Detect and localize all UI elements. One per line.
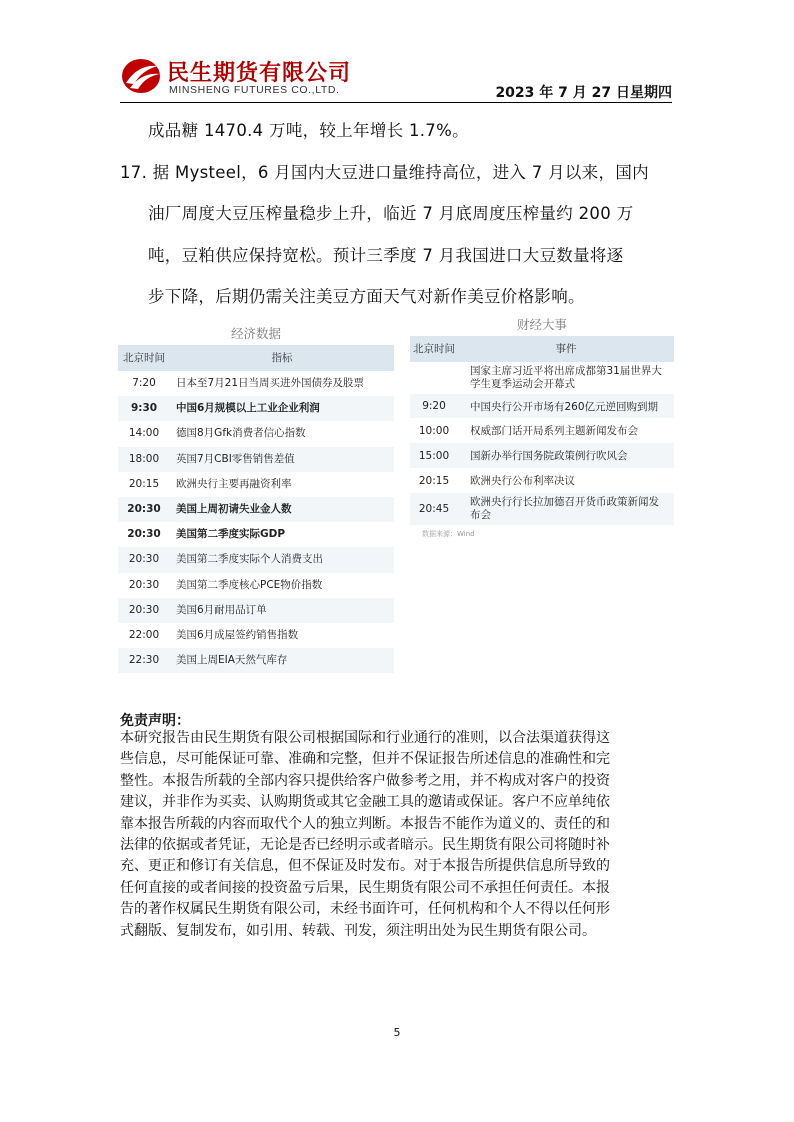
- body-line: 步下降，后期仍需关注美豆方面天气对新作美豆价格影响。: [148, 287, 585, 306]
- row-time: 20:30: [128, 553, 160, 566]
- row-indicator: 美国第二季度实际GDP: [176, 528, 286, 541]
- company-name-cn: 民生期货有限公司: [167, 61, 352, 86]
- table-row: [410, 468, 674, 493]
- disclaimer-line: 靠本报告所载的内容而取代个人的独立判断。本报告不能作为道义的、责任的和: [120, 815, 610, 832]
- row-indicator: 欧洲央行主要再融资利率: [176, 477, 292, 490]
- table-row: [410, 443, 674, 468]
- row-time: 14:00: [128, 427, 160, 440]
- body-line: 17. 据 Mysteel，6 月国内大豆进口量维持高位，进入 7 月以来，国内: [120, 163, 649, 182]
- row-indicator: 日本至7月21日当周买进外国债券及股票: [176, 377, 365, 389]
- column-header-time: 北京时间: [123, 352, 165, 364]
- column-header-indicator: 指标: [271, 352, 293, 364]
- table-header: [118, 345, 394, 371]
- disclaimer-line: 整性。本报告所载的全部内容只提供给客户做参考之用，并不构成对客户的投资: [120, 772, 610, 789]
- page-number: 5: [393, 1026, 401, 1039]
- column-header-time: 北京时间: [413, 343, 455, 355]
- row-indicator: 英国7月CBI零售销售差值: [176, 452, 295, 465]
- row-time: 10:00: [418, 424, 450, 437]
- disclaimer-line: 式翻版、复制发布，如引用、转载、刊发，须注明出处为民生期货有限公司。: [120, 922, 596, 939]
- table-row: [410, 362, 674, 394]
- finance-events-table: [410, 314, 674, 539]
- company-name-en: MINSHENG FUTURES CO.,LTD.: [169, 84, 340, 96]
- row-time: 22:30: [128, 654, 160, 667]
- disclaimer-line: 些信息，尽可能保证可靠、准确和完整，但并不保证报告所述信息的准确性和完: [120, 751, 610, 768]
- header-divider: [120, 102, 672, 103]
- disclaimer-line: 法律的依据或者凭证，无论是否已经明示或者暗示。民生期货有限公司将随时补: [120, 837, 610, 854]
- data-source-note: 数据来源：Wind: [422, 530, 475, 538]
- row-time: 20:15: [418, 474, 450, 487]
- row-event: 国新办举行国务院政策例行吹风会: [470, 450, 628, 462]
- row-indicator: 美国第二季度实际个人消费支出: [176, 553, 323, 566]
- table-header: [410, 336, 674, 362]
- table-row: [118, 598, 394, 623]
- row-event: 欧洲央行公布利率决议: [470, 475, 575, 487]
- finance-events-title: 财经大事: [516, 317, 567, 332]
- disclaimer-line: 本研究报告由民生期货有限公司根据国际和行业通行的准则，以合法渠道获得这: [120, 730, 610, 746]
- disclaimer-title: 免责声明：: [120, 713, 190, 729]
- table-row: [118, 421, 394, 446]
- table-row: [410, 394, 674, 418]
- disclaimer-line: 建议，并非作为买卖、认购期货或其它金融工具的邀请或保证。客户不应单纯依: [120, 794, 610, 811]
- disclaimer-line: 充、更正和修订有关信息，但不保证及时发布。对于本报告所提供信息所导致的: [120, 858, 610, 875]
- table-row: [118, 472, 394, 497]
- table-row: [118, 522, 394, 547]
- row-event: [458, 365, 674, 391]
- row-time: 20:30: [128, 603, 160, 616]
- row-time: 20:30: [127, 502, 161, 515]
- body-line: 吨，豆粕供应保持宽松。预计三季度 7 月我国进口大豆数量将逐: [148, 246, 624, 265]
- row-event-line: 学生夏季运动会开幕式: [470, 378, 575, 390]
- row-indicator: 美国6月耐用品订单: [176, 603, 267, 616]
- row-time: 20:15: [128, 477, 160, 490]
- body-line: 成品糖 1470.4 万吨，较上年增长 1.7%。: [148, 121, 469, 140]
- table-row: [118, 497, 394, 522]
- row-event: 中国央行公开市场有260亿元逆回购到期: [470, 400, 659, 413]
- disclaimer-line: 任何直接的或者间接的投资盈亏后果，民生期货有限公司不承担任何责任。本报: [120, 879, 610, 896]
- row-time: 22:00: [128, 628, 160, 641]
- row-indicator: 中国6月规模以上工业企业利润: [176, 402, 320, 415]
- row-indicator: 美国第二季度核心PCE物价指数: [176, 578, 323, 591]
- row-indicator: 美国上周初请失业金人数: [176, 502, 292, 515]
- report-date: 2023 年 7 月 27 日星期四: [495, 85, 672, 101]
- page-header: [120, 52, 672, 102]
- row-time: 7:20: [132, 377, 156, 389]
- minsheng-logo-icon: [120, 56, 162, 96]
- row-event-line: 国家主席习近平将出席成都第31届世界大: [470, 365, 662, 377]
- disclaimer-line: 告的著作权属民生期货有限公司，未经书面许可，任何机构和个人不得以任何形: [120, 901, 610, 918]
- table-row: [118, 573, 394, 598]
- row-indicator: 美国上周EIA天然气库存: [176, 654, 288, 667]
- table-row: [118, 623, 394, 648]
- table-row: [410, 493, 674, 525]
- disclaimer-text: [120, 728, 680, 942]
- economic-data-title: 经济数据: [230, 326, 281, 341]
- table-row: [118, 648, 394, 673]
- table-row: [118, 371, 394, 396]
- row-time: 18:00: [128, 452, 160, 465]
- row-time: 20:30: [127, 528, 161, 541]
- row-time: 20:45: [418, 502, 450, 515]
- row-indicator: 美国6月成屋签约销售指数: [176, 628, 299, 641]
- row-time: 20:30: [128, 578, 160, 591]
- row-event-line: 欧洲央行行长拉加德召开货币政策新闻发: [470, 496, 659, 508]
- table-row: [118, 396, 394, 421]
- row-time: 9:20: [422, 400, 446, 412]
- economic-data-table: [118, 323, 394, 673]
- row-time: 15:00: [418, 449, 450, 462]
- body-line: 油厂周度大豆压榨量稳步上升，临近 7 月底周度压榨量约 200 万: [148, 204, 634, 223]
- row-event: 权威部门话开局系列主题新闻发布会: [470, 425, 638, 437]
- table-row: [118, 547, 394, 572]
- row-indicator: 德国8月Gfk消费者信心指数: [176, 427, 306, 440]
- company-logo: [120, 54, 370, 100]
- row-time: 9:30: [130, 402, 158, 415]
- row-event-line: 布会: [470, 509, 491, 521]
- column-header-event: 事件: [555, 343, 577, 355]
- table-row: [410, 418, 674, 443]
- row-event: [458, 496, 674, 522]
- table-row: [118, 447, 394, 472]
